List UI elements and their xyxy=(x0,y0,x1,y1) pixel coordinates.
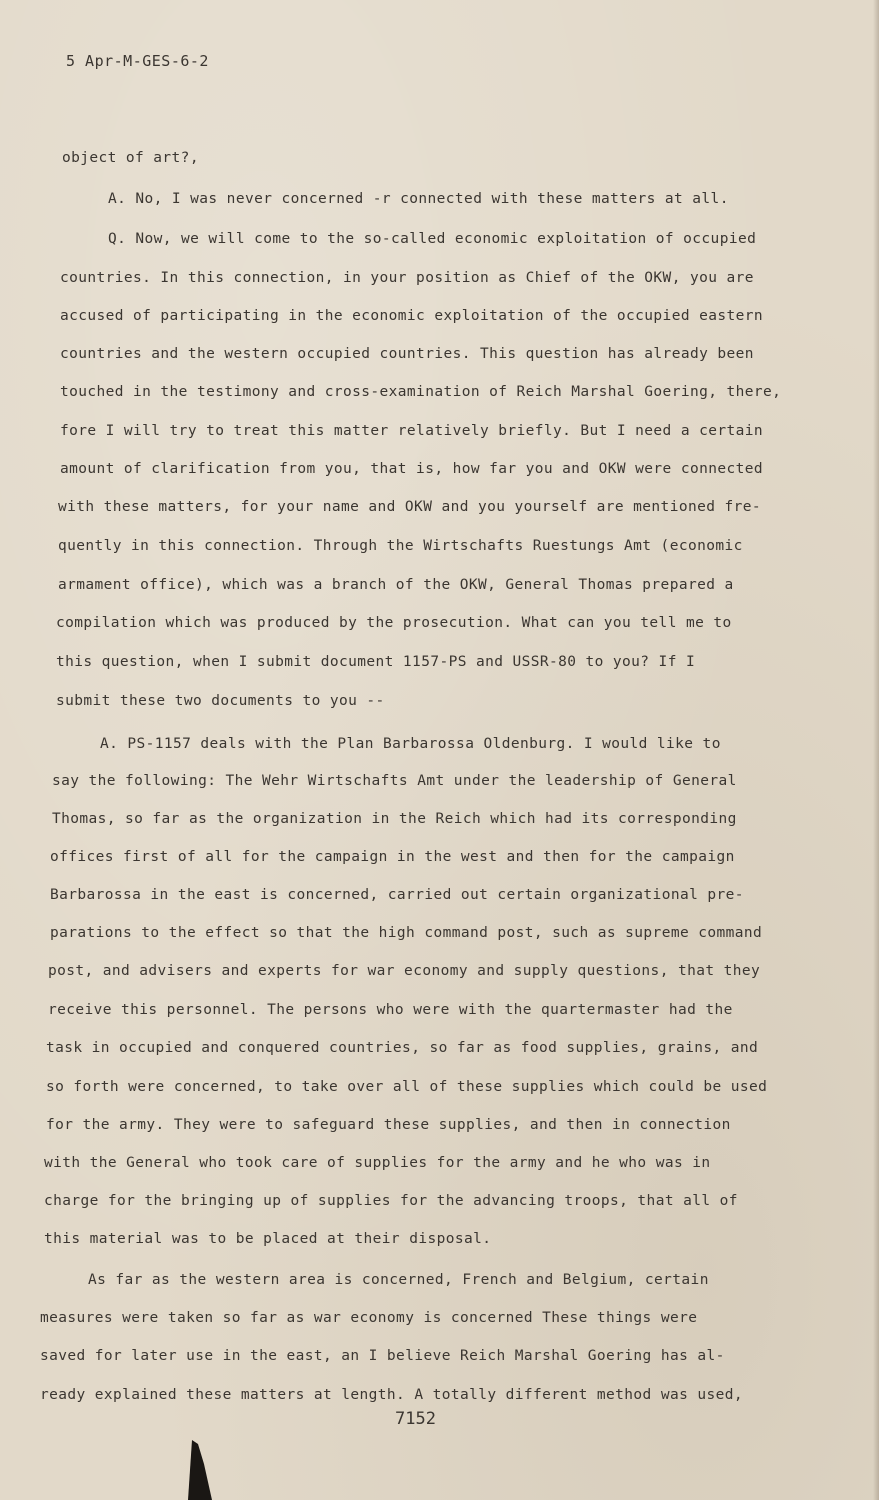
text-line: this question, when I submit document 1157-PS and USSR-80 to you? If I xyxy=(56,654,696,670)
text-line: with the General who took care of supplies for the army and he who was in xyxy=(44,1155,711,1171)
text-line: for the army. They were to safeguard these supplies, and then in connection xyxy=(46,1117,731,1133)
text-line: A. PS-1157 deals with the Plan Barbarossa Oldenburg. I would like to xyxy=(100,736,721,752)
text-line: measures were taken so far as war economy is concerned These things were xyxy=(40,1310,698,1326)
text-line: ready explained these matters at length. A totally different method was used, xyxy=(40,1387,743,1403)
text-line: this material was to be placed at their disposal. xyxy=(44,1231,492,1247)
text-line: Barbarossa in the east is concerned, carried out certain organizational pre- xyxy=(50,887,744,903)
text-line: offices first of all for the campaign in the west and then for the campaign xyxy=(50,849,735,865)
text-line: Thomas, so far as the organization in the Reich which had its corresponding xyxy=(52,811,737,827)
text-line: object of art?, xyxy=(62,150,199,166)
text-line: armament office), which was a branch of the OKW, General Thomas prepared a xyxy=(58,577,734,593)
page-number: 7152 xyxy=(395,1409,436,1429)
text-line: charge for the bringing up of supplies for the advancing troops, that all of xyxy=(44,1193,738,1209)
text-line: task in occupied and conquered countries, so far as food supplies, grains, and xyxy=(46,1040,759,1056)
text-line: so forth were concerned, to take over all of these supplies which could be used xyxy=(46,1079,768,1095)
text-line: As far as the western area is concerned, French and Belgium, certain xyxy=(88,1272,709,1288)
text-line: post, and advisers and experts for war economy and supply questions, that they xyxy=(48,963,761,979)
text-line: say the following: The Wehr Wirtschafts Amt under the leadership of General xyxy=(52,773,737,789)
text-line: fore I will try to treat this matter relatively briefly. But I need a certain xyxy=(60,423,763,439)
text-line: saved for later use in the east, an I believe Reich Marshal Goering has al- xyxy=(40,1348,725,1364)
text-line: countries and the western occupied countries. This question has already been xyxy=(60,346,754,362)
text-line: receive this personnel. The persons who were with the quartermaster had the xyxy=(48,1002,733,1018)
text-line: compilation which was produced by the prosecution. What can you tell me to xyxy=(56,615,732,631)
text-line: touched in the testimony and cross-examination of Reich Marshal Goering, there, xyxy=(60,384,782,400)
text-line: quently in this connection. Through the Wirtschafts Ruestungs Amt (economic xyxy=(58,538,743,554)
text-line: Q. Now, we will come to the so-called economic exploitation of occupied xyxy=(108,231,757,247)
text-line: with these matters, for your name and OKW and you yourself are mentioned fre- xyxy=(58,499,761,515)
text-line: submit these two documents to you -- xyxy=(56,693,385,709)
text-line: parations to the effect so that the high command post, such as supreme command xyxy=(50,925,763,941)
document-header: 5 Apr-M-GES-6-2 xyxy=(66,52,209,70)
text-line: countries. In this connection, in your position as Chief of the OKW, you are xyxy=(60,270,754,286)
ink-mark-decoration xyxy=(188,1440,214,1500)
text-line: A. No, I was never concerned -r connected with these matters at all. xyxy=(108,191,729,207)
text-line: amount of clarification from you, that is, how far you and OKW were connected xyxy=(60,461,763,477)
text-line: accused of participating in the economic exploitation of the occupied eastern xyxy=(60,308,763,324)
